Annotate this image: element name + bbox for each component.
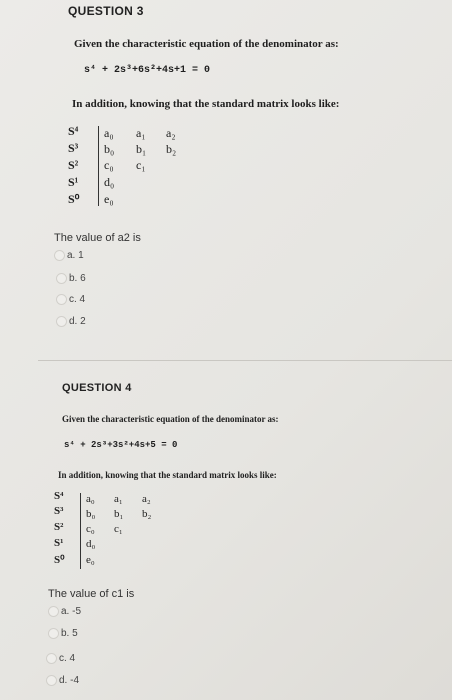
routh-row-label: S⁴: [68, 124, 79, 138]
question-divider: [38, 360, 452, 361]
routh-cell: b₁: [136, 142, 147, 156]
routh-cell: a₀: [104, 126, 114, 140]
option-label: b. 5: [61, 628, 78, 639]
question-3-option-c[interactable]: [56, 294, 85, 305]
question-4-equation: s⁴ + 2s³+3s²+4s+5 = 0: [64, 440, 178, 450]
radio-icon[interactable]: [56, 294, 67, 305]
routh-cell: d₀: [104, 175, 115, 189]
radio-icon[interactable]: [46, 675, 57, 686]
routh-row-label: S³: [54, 505, 64, 517]
routh-cell: e₀: [104, 192, 114, 206]
radio-icon[interactable]: [56, 316, 67, 327]
routh-row-label: S⁴: [54, 490, 64, 502]
option-label: b. 6: [69, 273, 86, 284]
question-3-option-b[interactable]: [56, 273, 86, 284]
question-4-option-a[interactable]: [48, 606, 81, 617]
option-label: a. 1: [67, 250, 84, 261]
routh-row-label: S²: [68, 158, 79, 172]
routh-cell: e₀: [86, 554, 95, 566]
question-4-option-d[interactable]: [46, 675, 79, 686]
routh-cell: b₁: [114, 508, 124, 520]
routh-cell: a₁: [114, 493, 123, 505]
routh-table-divider: [80, 493, 81, 569]
routh-cell: b₂: [166, 142, 177, 156]
routh-row-label: S⁰: [68, 192, 80, 206]
routh-cell: c₀: [104, 158, 114, 172]
option-label: d. -4: [59, 675, 80, 686]
option-label: a. -5: [61, 606, 82, 617]
routh-cell: d₀: [86, 538, 96, 550]
routh-row-label: S³: [68, 141, 79, 155]
question-3-routh-table: [68, 122, 198, 210]
radio-icon[interactable]: [48, 628, 59, 639]
question-3-option-d[interactable]: [56, 316, 86, 327]
question-4-option-c[interactable]: [46, 653, 75, 664]
question-3-equation: s⁴ + 2s³+6s²+4s+1 = 0: [84, 65, 211, 76]
radio-icon[interactable]: [48, 606, 59, 617]
question-4-standard-intro: In addition, knowing that the standard matrix looks like:: [58, 470, 277, 480]
radio-icon[interactable]: [46, 653, 57, 664]
question-4-routh-table: [54, 490, 174, 572]
routh-row-label: S²: [54, 521, 64, 533]
routh-row-label: S¹: [54, 537, 64, 549]
routh-table-divider: [98, 126, 99, 206]
question-4-value-prompt: The value of c1 is: [48, 588, 135, 600]
routh-cell: c₁: [114, 523, 123, 535]
radio-icon[interactable]: [54, 250, 65, 261]
routh-cell: a₂: [142, 493, 151, 505]
question-3-standard-intro: In addition, knowing that the standard matrix looks like:: [72, 98, 340, 110]
routh-row-label: S¹: [68, 175, 79, 189]
option-label: d. 2: [69, 316, 86, 327]
question-3-option-a[interactable]: [54, 250, 84, 261]
question-4-option-b[interactable]: [48, 628, 78, 639]
routh-row-label: S⁰: [54, 554, 65, 566]
option-label: c. 4: [59, 653, 76, 664]
question-3-value-prompt: The value of a2 is: [54, 232, 141, 244]
question-3-intro: Given the characteristic equation of the denominator as:: [74, 38, 339, 50]
question-4-intro: Given the characteristic equation of the denominator as:: [62, 414, 279, 424]
routh-cell: b₂: [142, 508, 152, 520]
routh-cell: a₂: [166, 126, 176, 140]
routh-cell: a₁: [136, 126, 146, 140]
radio-icon[interactable]: [56, 273, 67, 284]
routh-cell: b₀: [104, 142, 115, 156]
question-4-title: QUESTION 4: [62, 382, 132, 394]
routh-cell: b₀: [86, 508, 96, 520]
routh-cell: a₀: [86, 493, 95, 505]
routh-cell: c₀: [86, 523, 95, 535]
routh-cell: c₁: [136, 158, 146, 172]
question-3-title: QUESTION 3: [68, 4, 144, 18]
option-label: c. 4: [69, 294, 86, 305]
